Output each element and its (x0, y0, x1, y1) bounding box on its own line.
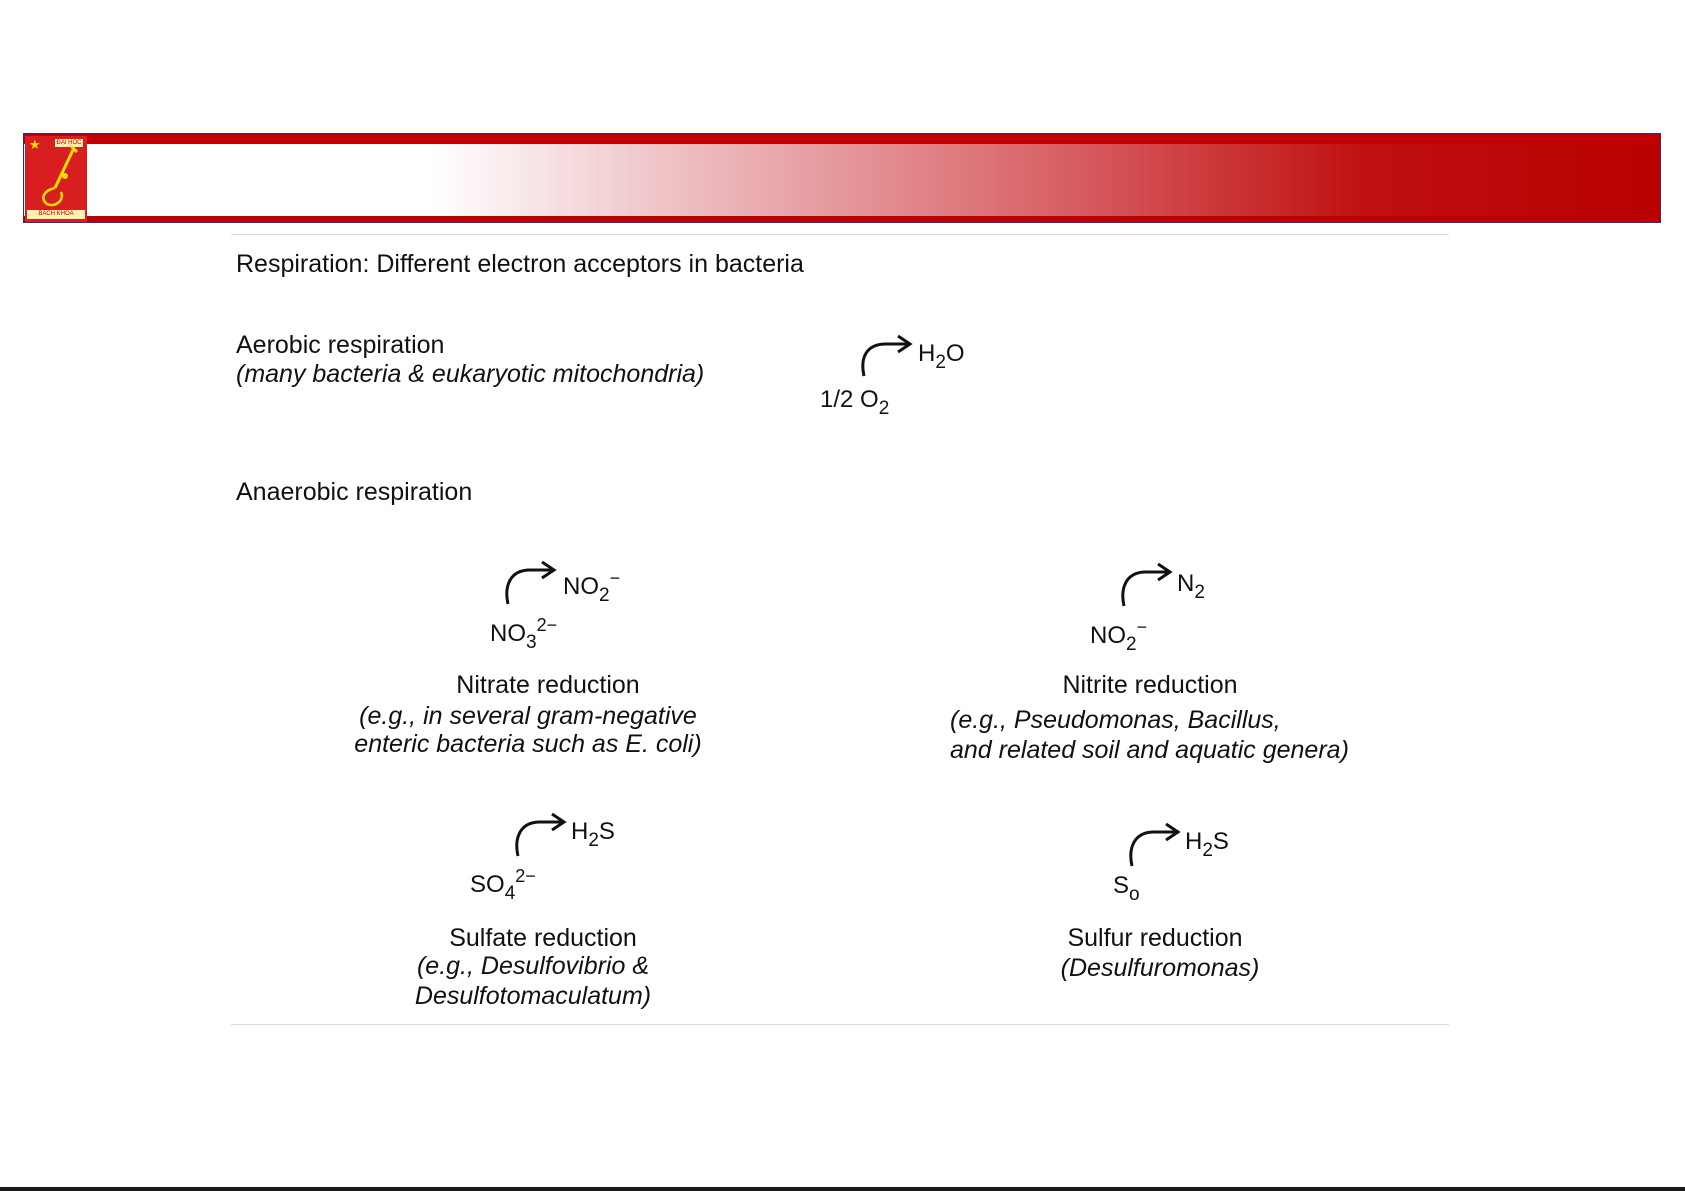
aerobic-note: (many bacteria & eukaryotic mitochondria) (236, 360, 705, 388)
bottom-edge-line (0, 1187, 1685, 1191)
aerobic-arrow-icon (858, 334, 918, 380)
star-icon: ★ (29, 137, 41, 152)
nitrate-reactant: $NO_3^{2-}$ (490, 615, 558, 653)
nitrite-caption: Nitrite reduction (1062, 671, 1238, 699)
sulfate-reactant: $SO_4^{2-}$ (470, 866, 536, 904)
sulfur-note: (Desulfuromonas) (1060, 954, 1260, 982)
nitrate-product: $NO_2^-$ (563, 568, 621, 606)
sulfate-note-line2: Desulfotomaculatum) (414, 982, 652, 1010)
nitrate-note-line1: (e.g., in several gram-negative (359, 702, 697, 730)
aerobic-heading: Aerobic respiration (236, 331, 445, 359)
nitrite-arrow-icon (1116, 562, 1176, 608)
sulfate-note-line1: (e.g., Desulfovibrio & (416, 952, 650, 980)
nitrite-note-line1: (e.g., Pseudomonas, Bacillus, (950, 706, 1281, 734)
nitrate-caption: Nitrate reduction (456, 671, 640, 699)
sulfur-arrow-icon (1124, 822, 1184, 868)
anaerobic-heading: Anaerobic respiration (236, 478, 473, 506)
sulfate-product: $H_2S$ (571, 818, 615, 851)
nitrite-reactant: $NO_2^-$ (1090, 617, 1148, 655)
aerobic-product: $H_2O$ (918, 340, 965, 373)
sulfur-caption: Sulfur reduction (1067, 924, 1243, 952)
figure-top-rule (231, 234, 1449, 235)
sulfur-product: $H_2S$ (1185, 828, 1229, 861)
nitrate-arrow-icon (500, 560, 560, 606)
nitrate-note-line2: enteric bacteria such as E. coli) (354, 730, 702, 758)
figure-bottom-rule (231, 1024, 1449, 1025)
header-banner (24, 134, 1660, 222)
aerobic-reactant: 1/2 $O_2$ (820, 386, 890, 419)
nitrite-note-line2: and related soil and aquatic genera) (950, 736, 1349, 764)
fraction-half: 1/2 (820, 386, 854, 413)
sulfur-reactant: $S_o$ (1113, 872, 1140, 905)
sulfate-caption: Sulfate reduction (449, 924, 637, 952)
university-logo (25, 136, 87, 222)
logo-bottom-text: BÁCH KHOA (27, 210, 85, 219)
sulfate-arrow-icon (510, 812, 570, 858)
nitrite-product: $N_2$ (1177, 570, 1205, 603)
logo-top-text: ĐẠI HỌC (56, 140, 82, 146)
figure-title: Respiration: Different electron acceptors in bacteria (236, 250, 804, 278)
